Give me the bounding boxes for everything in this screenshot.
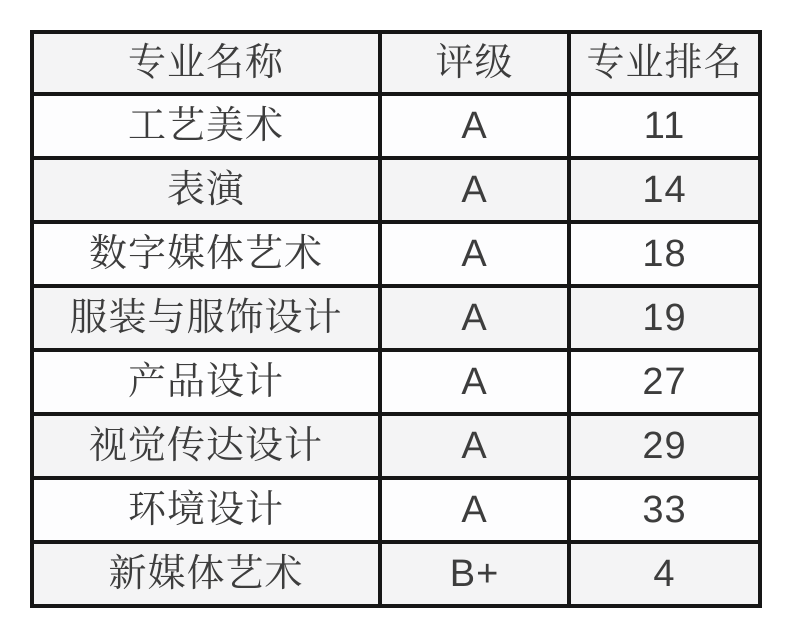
- table-row: [32, 478, 760, 542]
- header-row: [32, 32, 760, 94]
- column-header-rating: 评级: [380, 32, 569, 94]
- column-header-rank: 专业排名: [569, 32, 760, 94]
- rating-cell: B+: [380, 542, 569, 606]
- rank-cell: 18: [569, 222, 760, 286]
- rating-cell: A: [380, 222, 569, 286]
- rank-cell: 14: [569, 158, 760, 222]
- rating-cell: A: [380, 414, 569, 478]
- major-cell: 表演: [32, 158, 380, 222]
- table-row: [32, 286, 760, 350]
- rating-cell: A: [380, 478, 569, 542]
- major-cell: 新媒体艺术: [32, 542, 380, 606]
- column-header-major: 专业名称: [32, 32, 380, 94]
- rank-cell: 19: [569, 286, 760, 350]
- major-cell: 产品设计: [32, 350, 380, 414]
- major-cell: 工艺美术: [32, 94, 380, 158]
- major-cell: 数字媒体艺术: [32, 222, 380, 286]
- rating-cell: A: [380, 286, 569, 350]
- table-row: [32, 94, 760, 158]
- major-cell: 环境设计: [32, 478, 380, 542]
- rating-cell: A: [380, 350, 569, 414]
- table-row: [32, 542, 760, 606]
- rank-cell: 4: [569, 542, 760, 606]
- table-row: [32, 222, 760, 286]
- rank-cell: 11: [569, 94, 760, 158]
- major-cell: 服装与服饰设计: [32, 286, 380, 350]
- table-row: [32, 414, 760, 478]
- rank-cell: 29: [569, 414, 760, 478]
- table-row: [32, 350, 760, 414]
- major-cell: 视觉传达设计: [32, 414, 380, 478]
- rank-cell: 33: [569, 478, 760, 542]
- rating-cell: A: [380, 158, 569, 222]
- major-rankings-table: [30, 30, 762, 608]
- rating-cell: A: [380, 94, 569, 158]
- rank-cell: 27: [569, 350, 760, 414]
- table-row: [32, 158, 760, 222]
